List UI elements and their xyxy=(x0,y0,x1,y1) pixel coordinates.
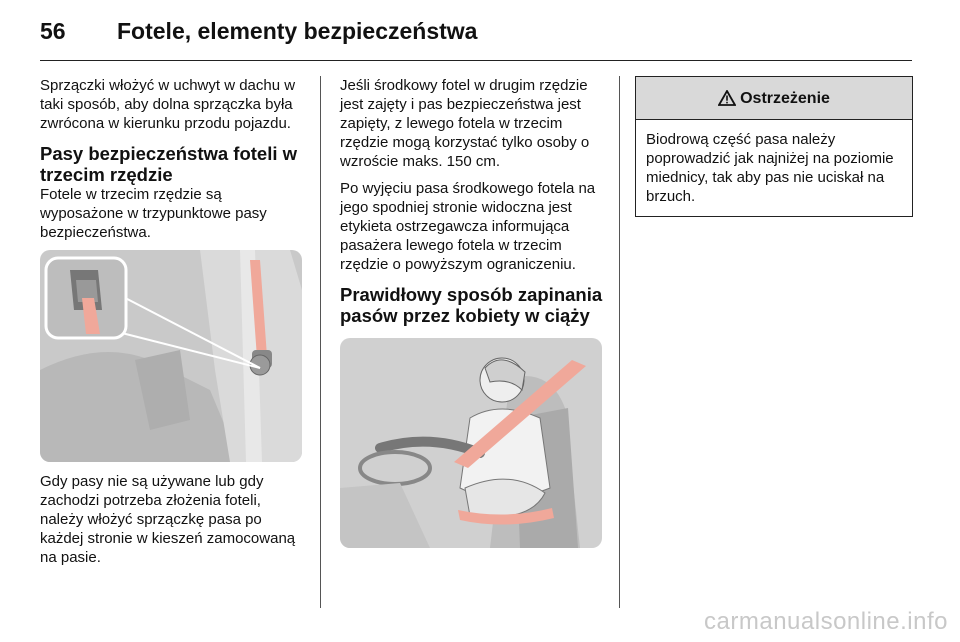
middle-seat-paragraph: Jeśli środkowy fotel w drugim rzędzie jest zajęty i pas bezpieczeństwa jest zapięty, z lewego fotela w trzecim rzędzie mogą korzystać tylko osoby o wzroście maks. 150 cm. xyxy=(340,77,590,170)
pregnant-woman-seatbelt-illustration xyxy=(340,338,602,548)
column-3 xyxy=(635,76,913,217)
column-divider-2 xyxy=(619,76,620,608)
third-row-belt-illustration xyxy=(40,250,302,462)
warning-box xyxy=(635,76,913,217)
warning-text: Biodrową część pasa należy poprowadzić jak najniżej na poziomie miednicy, tak aby pas nie uciskał na brzuch. xyxy=(646,131,894,205)
header-divider xyxy=(40,60,912,61)
third-row-paragraph: Fotele w trzecim rzędzie są wyposażone w trzypunktowe pasy bezpieczeństwa. xyxy=(40,186,267,241)
watermark: carmanualsonline.info xyxy=(704,608,948,635)
warning-triangle-icon xyxy=(718,90,736,106)
page-number: 56 xyxy=(40,18,66,44)
warning-label-paragraph: Po wyjęciu pasa środkowego fotela na jego spodniej stronie widoczna jest etykieta ostrzegawcza informująca pasażera lewego fotela w trzecim rzędzie o powyższym ograniczeniu. xyxy=(340,180,596,273)
column-1 xyxy=(40,76,308,575)
warning-title: Ostrzeżenie xyxy=(740,89,830,107)
warning-header xyxy=(636,77,912,120)
folding-paragraph: Gdy pasy nie są używane lub gdy zachodzi potrzeba złożenia foteli, należy włożyć sprzączkę pasa po każdej stronie w kieszeń zamocowaną na pasie. xyxy=(40,473,296,566)
column-2 xyxy=(340,76,610,548)
page-title: Fotele, elementy bezpieczeństwa xyxy=(117,18,478,44)
intro-paragraph: Sprzączki włożyć w uchwyt w dachu w taki sposób, aby dolna sprzączka była zwrócona w kierunku przodu pojazdu. xyxy=(40,77,296,132)
section-heading-third-row-belts: Pasy bezpieczeństwa foteli w trzecim rzędzie xyxy=(40,143,298,185)
column-divider-1 xyxy=(320,76,321,608)
section-heading-pregnant-women: Prawidłowy sposób zapinania pasów przez kobiety w ciąży xyxy=(340,284,603,326)
